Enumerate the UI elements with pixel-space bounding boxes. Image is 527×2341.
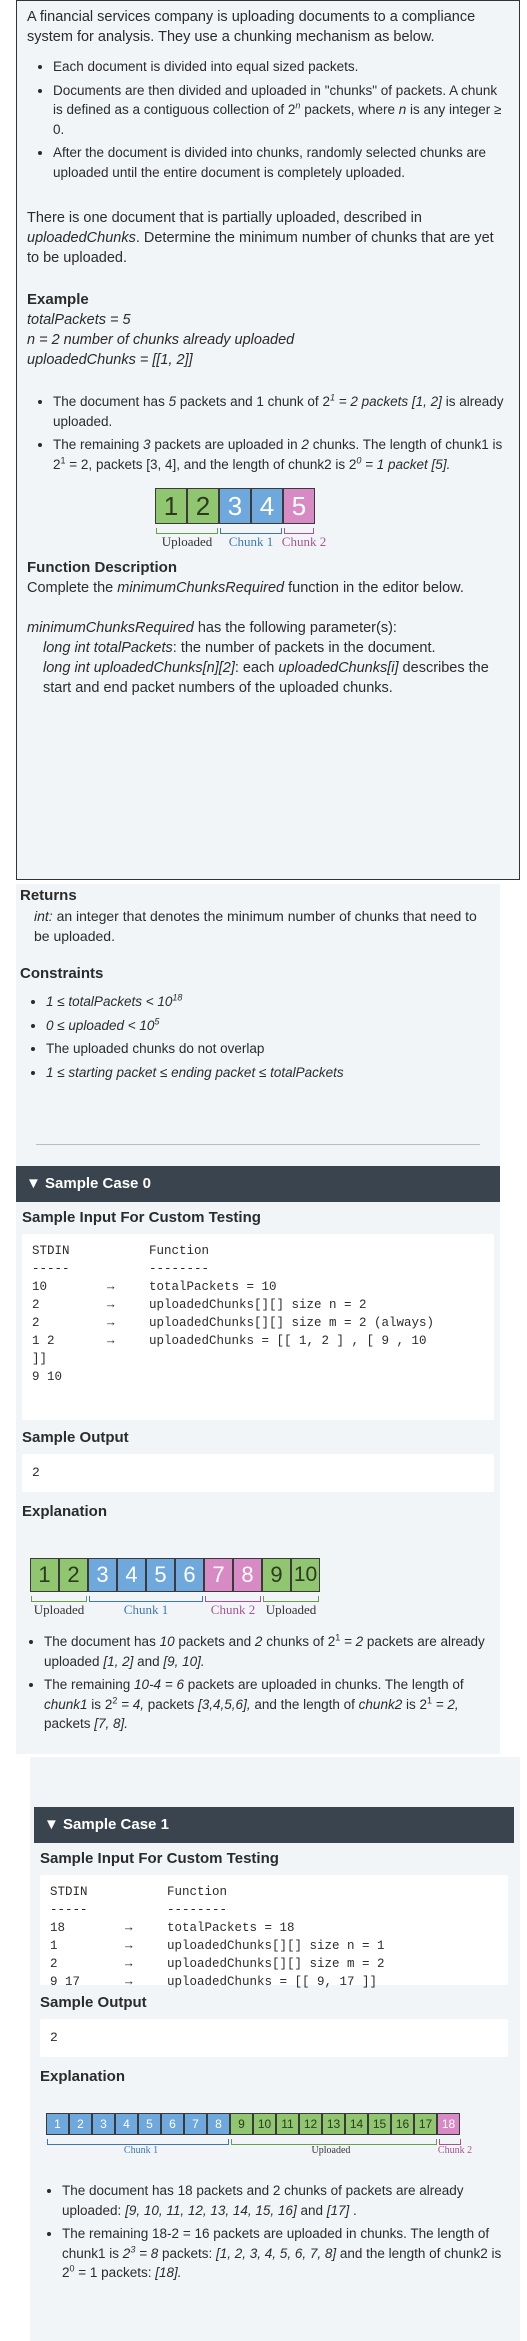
packet-cell: 16 — [391, 2113, 414, 2135]
sample-output-heading: Sample Output — [22, 1429, 129, 1446]
packet-cell: 3 — [219, 488, 251, 524]
sample-input-heading: Sample Input For Custom Testing — [22, 1209, 261, 1226]
packet-cell: 7 — [184, 2113, 207, 2135]
sample-case-1-toggle[interactable]: ▼ Sample Case 1 — [34, 1807, 514, 1843]
intro-paragraph: A financial services company is uploading documents to a compliance system for analysis. They use a chunking mechanism as below. — [27, 9, 476, 45]
constraints-list — [20, 992, 496, 1082]
parameter-1: long int totalPackets: the number of packets in the document. — [43, 640, 436, 656]
list-item: • The remaining 18-2 = 16 packets are uploaded in chunks. The length of chunk1 is $2^3 = 8$ packets: [1, 2, 3, 4, 5, 6, 7, 8] and the length of chunk2 is $2^0 = 1$ packets: [18]. — [62, 2224, 508, 2283]
packet-cell: 4 — [251, 488, 283, 524]
case0-explanation-list — [22, 1632, 494, 1734]
packet-cell: 14 — [345, 2113, 368, 2135]
function-description-heading: Function Description — [27, 559, 177, 576]
sample-case-0-toggle[interactable]: ▼ Sample Case 0 — [16, 1166, 500, 1202]
case1-panel — [30, 1757, 520, 2341]
packet-cell: 5 — [146, 1558, 175, 1592]
packet-cell: 10 — [253, 2113, 276, 2135]
sample-output-heading: Sample Output — [40, 1994, 147, 2011]
task-paragraph: There is one document that is partially uploaded, described in uploadedChunks. Determine the minimum number of chunks that are yet to be uploaded. — [27, 210, 494, 266]
packet-cell: 2 — [69, 2113, 92, 2135]
sample-input-code: STDIN Function ----- -------- 10 → totalPackets = 10 2 → uploadedChunks[][] size n = 2 2 → uploadedChunks[][] size m = 2 (always) 1 2 → uploadedChunks = [[ 1, 2 ] , [ 9 , 10 ]] 9 10 — [22, 1234, 494, 1420]
chunk2-label: Chunk 2 — [437, 2145, 473, 2156]
list-item: • 1 ≤ starting packet ≤ ending packet ≤ totalPackets — [46, 1063, 496, 1083]
example-heading: Example — [27, 291, 89, 308]
example-line: uploadedChunks = [[1, 2]] — [27, 352, 193, 368]
example-line: totalPackets = 5 — [27, 312, 131, 328]
packet-cell: 1 — [155, 488, 187, 524]
packet-cell: 17 — [414, 2113, 437, 2135]
packet-cell: 1 — [46, 2113, 69, 2135]
case0-packet-diagram — [30, 1558, 470, 1620]
uploaded-label: Uploaded — [161, 534, 213, 549]
packet-cell: 5 — [283, 488, 315, 524]
sample-input-heading: Sample Input For Custom Testing — [40, 1850, 279, 1867]
returns-and-case0-panel — [16, 884, 500, 1754]
sample-output-code: 2 — [22, 1454, 494, 1492]
list-item: • The remaining 3 packets are uploaded in 2 chunks. The length of chunk1 is $2^1 = 2$, packets [3, 4], and the length of chunk2 is $2^0 = 1$ packet [5]. — [53, 435, 509, 474]
sample-input-code: STDIN Function ----- -------- 18 → totalPackets = 18 1 → uploadedChunks[][] size n = 1 2 → uploadedChunks[][] size m = 2 9 17 → uploadedChunks = [[ 9, 17 ]] — [40, 1875, 508, 1985]
packet-cell: 9 — [262, 1558, 291, 1592]
packet-cell: 1 — [30, 1558, 59, 1592]
rules-list — [27, 57, 509, 182]
packet-cell: 11 — [276, 2113, 299, 2135]
packet-cell: 8 — [233, 1558, 262, 1592]
packet-cell: 6 — [161, 2113, 184, 2135]
returns-text: int: an integer that denotes the minimum number of chunks that need to be uploaded. — [34, 908, 477, 944]
case1-packet-diagram — [46, 2113, 506, 2163]
example-line: n = 2 number of chunks already uploaded — [27, 332, 295, 348]
returns-heading: Returns — [20, 887, 77, 904]
list-item: • Each document is divided into equal sized packets. — [53, 57, 509, 77]
list-item: • Documents are then divided and uploaded in "chunks" of packets. A chunk is defined as a contiguous collection of 2$^n$ packets, where n is any integer ≥ 0. — [53, 81, 509, 140]
packet-cell: 6 — [175, 1558, 204, 1592]
list-item: • The uploaded chunks do not overlap — [46, 1039, 496, 1059]
parameter-2: long int uploadedChunks[n][2]: each uploadedChunks[i] describes the start and end packet numbers of the uploaded chunks. — [43, 660, 489, 696]
packet-cell: 4 — [115, 2113, 138, 2135]
packet-cell: 10 — [291, 1558, 320, 1592]
list-item: • After the document is divided into chunks, randomly selected chunks are uploaded until the entire document is completely uploaded. — [53, 143, 509, 182]
packet-cell: 18 — [437, 2113, 460, 2135]
explanation-heading: Explanation — [22, 1503, 108, 1520]
list-item: • The document has 10 packets and 2 chunks of $2^1 = 2$ packets are already uploaded [1, 2] and [9, 10]. — [44, 1632, 494, 1671]
sample-case-0 — [16, 1166, 500, 1738]
chunk1-label: Chunk 1 — [123, 2145, 159, 2156]
divider — [36, 1144, 480, 1145]
example-explanation-list — [27, 392, 509, 474]
packet-cell: 12 — [299, 2113, 322, 2135]
packet-cell: 4 — [117, 1558, 146, 1592]
list-item: • The document has 5 packets and 1 chunk of $2^1 = 2$ packets [1, 2] is already uploaded. — [53, 392, 509, 431]
constraints-heading: Constraints — [20, 965, 104, 982]
chunk1-label: Chunk 1 — [228, 534, 274, 549]
packet-cell: 3 — [92, 2113, 115, 2135]
list-item: • The document has 18 packets and 2 chunks of packets are already uploaded: [9, 10, 11, 12, 13, 14, 15, 16] and [17] . — [62, 2181, 508, 2220]
uploaded-label: Uploaded — [311, 2145, 351, 2156]
packet-cell: 5 — [138, 2113, 161, 2135]
sample-output-code: 2 — [40, 2019, 508, 2057]
function-description: Complete the minimumChunksRequired function in the editor below. — [27, 580, 464, 596]
explanation-heading: Explanation — [40, 2068, 126, 2085]
case1-explanation-list — [40, 2181, 508, 2283]
packet-cell: 8 — [207, 2113, 230, 2135]
sample-case-1 — [34, 1807, 514, 2287]
list-item: • 0 ≤ uploaded < $10^5$ — [46, 1016, 496, 1036]
chunk2-label: Chunk 2 — [281, 534, 327, 549]
chunk2-label: Chunk 2 — [210, 1602, 256, 1617]
packet-cell: 13 — [322, 2113, 345, 2135]
packet-cell: 15 — [368, 2113, 391, 2135]
chunk1-label: Chunk 1 — [123, 1602, 169, 1617]
uploaded-label: Uploaded — [33, 1602, 85, 1617]
problem-statement-panel — [16, 0, 520, 880]
uploaded-label: Uploaded — [265, 1602, 317, 1617]
packet-cell: 7 — [204, 1558, 233, 1592]
packet-cell: 9 — [230, 2113, 253, 2135]
example-packet-diagram — [155, 488, 395, 550]
packet-cell: 2 — [187, 488, 219, 524]
parameters-intro: minimumChunksRequired has the following parameter(s): — [27, 620, 397, 636]
packet-cell: 3 — [88, 1558, 117, 1592]
packet-cell: 2 — [59, 1558, 88, 1592]
list-item: • The remaining 10-4 = 6 packets are uploaded in chunks. The length of chunk1 is $2^2 = 4$, packets [3,4,5,6], and the length of chunk2 is $2^1 = 2$, packets [7, 8]. — [44, 1675, 494, 1734]
list-item: • 1 ≤ totalPackets < $10^{18}$ — [46, 992, 496, 1012]
